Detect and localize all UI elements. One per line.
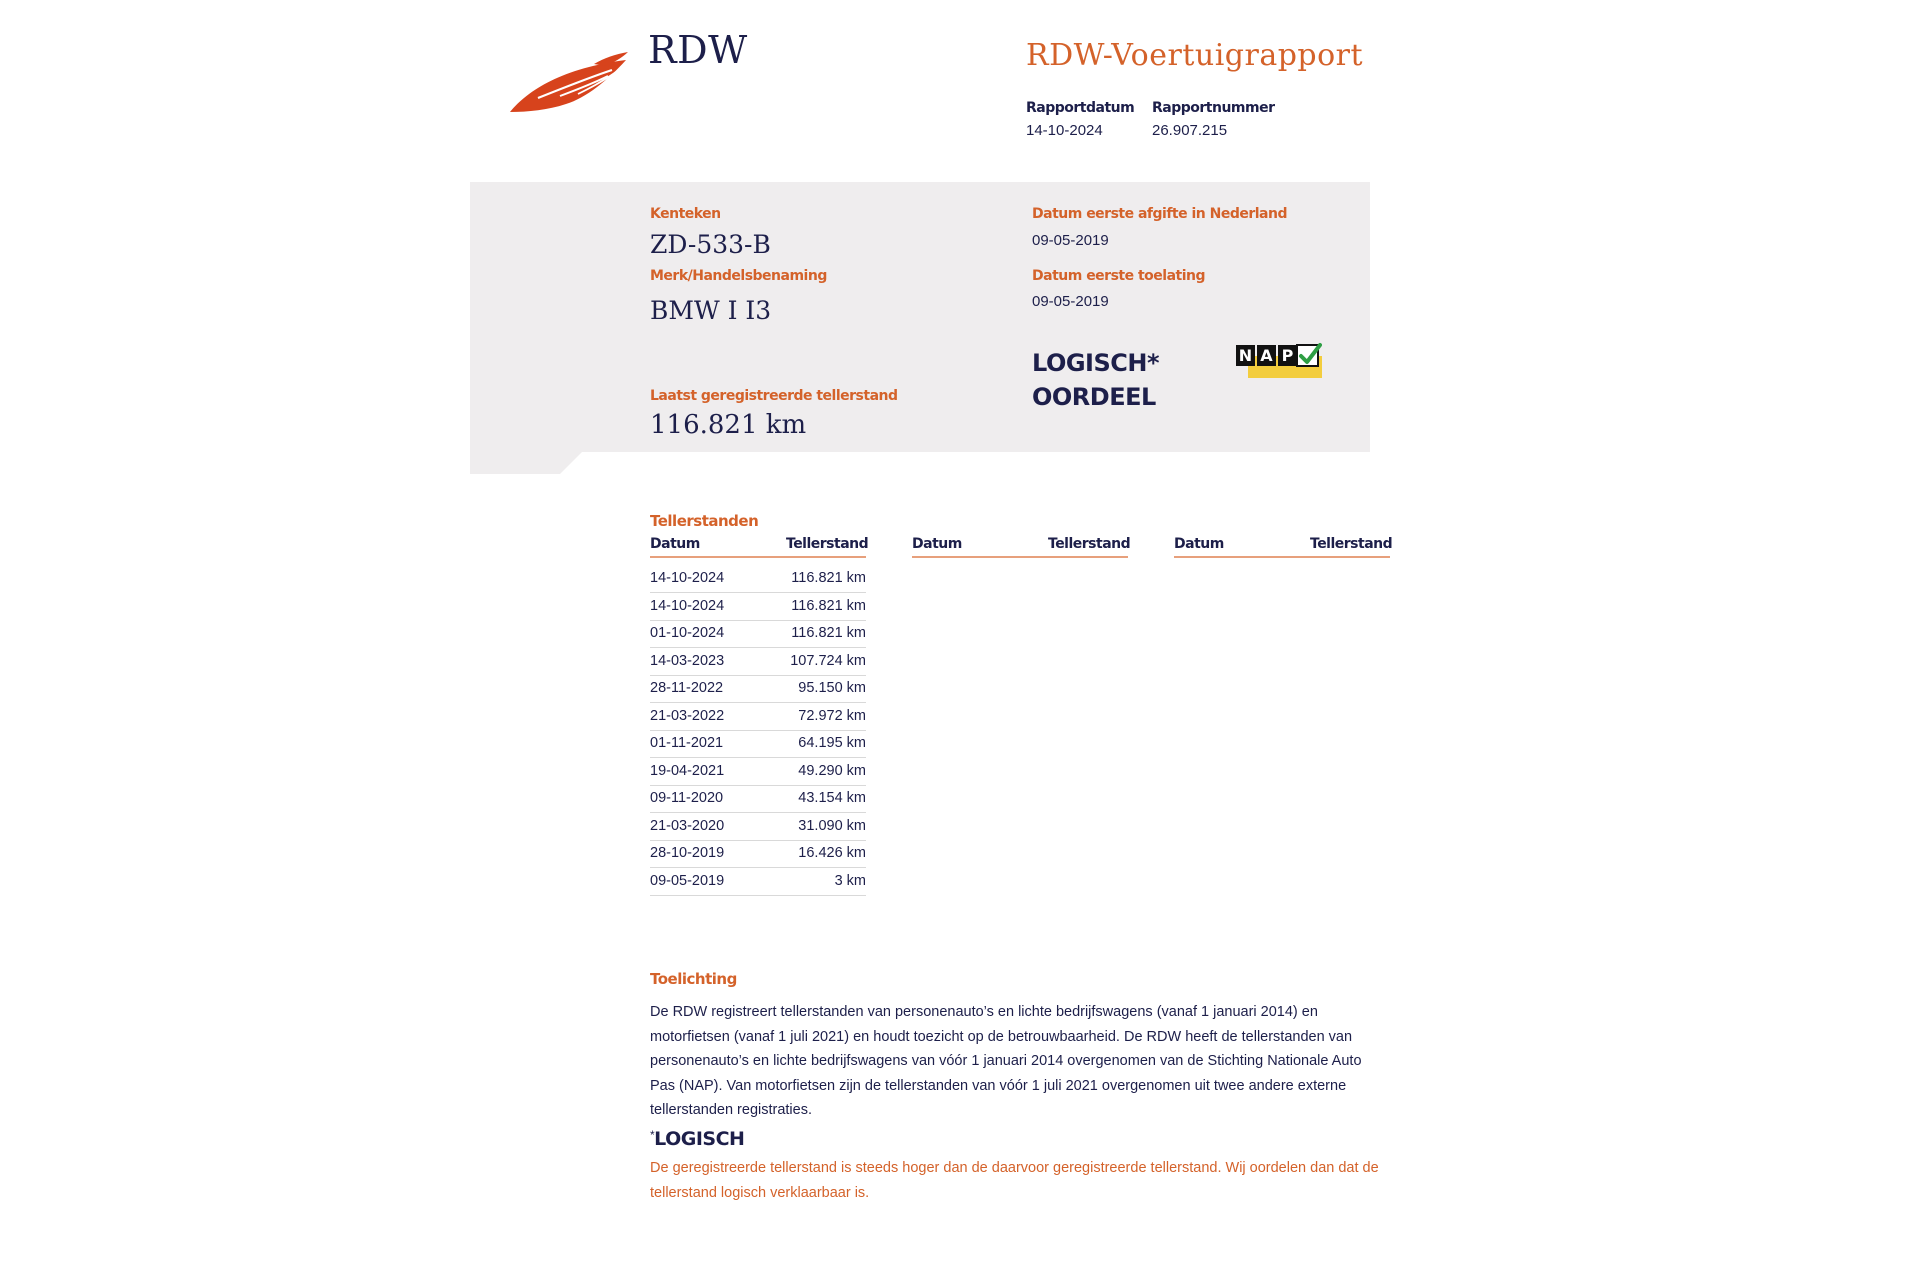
col2-header-rule	[912, 556, 1128, 558]
nap-letter-n: N	[1236, 345, 1255, 366]
col3-km-header: Tellerstand	[1310, 536, 1393, 552]
odometer-row-km: 116.821 km	[791, 625, 866, 641]
nap-letter-a: A	[1257, 345, 1276, 366]
odometer-row-divider	[650, 675, 866, 676]
col1-km-header: Tellerstand	[786, 536, 869, 552]
odometer-row-divider	[650, 867, 866, 868]
logisch-note-text: De geregistreerde tellerstand is steeds hoger dan de daarvoor geregistreerde tellerstand. Wij oordelen dan dat de tellerstand logisch verklaarbaar is.	[650, 1160, 1379, 1201]
odometer-row-divider	[650, 730, 866, 731]
odometer-row-divider	[650, 895, 866, 896]
odometer-row-km: 49.290 km	[798, 762, 866, 779]
col1-header-rule	[650, 556, 866, 558]
odometer-row-divider	[650, 757, 866, 758]
report-title: RDW-Voertuigrapport	[1026, 38, 1364, 73]
make-label: Merk/Handelsbenaming	[650, 268, 827, 284]
footnote-star: *	[650, 1128, 655, 1142]
col1-date-header: Datum	[650, 536, 700, 552]
logisch-note-title	[650, 1128, 744, 1150]
panel-tab-decoration	[470, 452, 582, 474]
checkmark-icon	[1296, 342, 1322, 368]
report-date: 14-10-2024	[1026, 122, 1103, 139]
odometer-row-km: 3 km	[834, 872, 866, 889]
odometer-row-date: 28-11-2022	[650, 680, 724, 696]
first-admission-value: 09-05-2019	[1032, 293, 1109, 310]
odometer-row-km: 43.154 km	[798, 790, 866, 806]
odometer-title: Tellerstanden	[650, 512, 759, 530]
vehicle-summary-panel	[470, 182, 1370, 452]
first-issue-nl-value: 09-05-2019	[1032, 232, 1109, 249]
odometer-row-divider	[650, 840, 866, 841]
verdict-logisch: LOGISCH*	[1032, 349, 1160, 377]
odometer-row-date: 09-05-2019	[650, 872, 725, 889]
odometer-row-date: 09-11-2020	[650, 790, 724, 806]
odometer-row-date: 19-04-2021	[650, 762, 725, 779]
odometer-row-date: 21-03-2022	[650, 707, 725, 724]
odometer-row-date: 14-03-2023	[650, 652, 725, 669]
odometer-row-divider	[650, 620, 866, 621]
odometer-row-km: 64.195 km	[798, 735, 866, 751]
plate-value: ZD-533-B	[650, 230, 771, 259]
explanation-title: Toelichting	[650, 970, 737, 988]
last-reading-value: 116.821 km	[650, 410, 807, 440]
col2-km-header: Tellerstand	[1048, 536, 1131, 552]
report-number-label: Rapportnummer	[1152, 100, 1275, 116]
odometer-row-date: 28-10-2019	[650, 845, 725, 861]
odometer-row-km: 107.724 km	[790, 652, 866, 669]
nap-logo	[1230, 342, 1326, 382]
odometer-row-km: 116.821 km	[791, 597, 866, 614]
col2-date-header: Datum	[912, 536, 962, 552]
verdict-oordeel: OORDEEL	[1032, 383, 1156, 411]
odometer-row-date: 14-10-2024	[650, 597, 725, 614]
odometer-row-km: 16.426 km	[798, 845, 866, 861]
nap-letter-p: P	[1278, 345, 1297, 366]
odometer-row-km: 95.150 km	[798, 680, 866, 696]
last-reading-label: Laatst geregistreerde tellerstand	[650, 388, 898, 404]
explanation-text: De RDW registreert tellerstanden van personenauto’s en lichte bedrijfswagens (vanaf 1 januari 2014) en motorfietsen (vanaf 1 juli 2021) en houdt toezicht op de betrouwbaarheid. De RDW heeft de tellerstanden van personenauto’s en lichte bedrijfswagens van vóór 1 januari 2014 overgenomen van de Stichting Nationale Auto Pas (NAP). Van motorfietsen zijn de tellerstanden van vóór 1 juli 2021 overgenomen uit twee andere externe tellerstanden registraties.	[650, 1004, 1362, 1118]
odometer-row-date: 14-10-2024	[650, 570, 725, 586]
odometer-row-divider	[650, 812, 866, 813]
first-issue-nl-label: Datum eerste afgifte in Nederland	[1032, 206, 1287, 222]
col3-date-header: Datum	[1174, 536, 1224, 552]
odometer-row-divider	[650, 702, 866, 703]
report-number: 26.907.215	[1152, 122, 1228, 139]
odometer-row-km: 31.090 km	[798, 817, 866, 834]
odometer-row-km: 116.821 km	[791, 570, 866, 586]
odometer-row-date: 01-11-2021	[650, 735, 724, 751]
plate-label: Kenteken	[650, 206, 721, 222]
odometer-row-divider	[650, 592, 866, 593]
make-value: BMW I I3	[650, 296, 772, 325]
odometer-row-divider	[650, 647, 866, 648]
logo-wordmark: RDW	[648, 28, 748, 72]
rdw-logo-icon	[508, 50, 630, 120]
odometer-row-date: 21-03-2020	[650, 817, 725, 834]
col3-header-rule	[1174, 556, 1390, 558]
logisch-heading: LOGISCH	[654, 1128, 745, 1150]
odometer-row-divider	[650, 785, 866, 786]
first-admission-label: Datum eerste toelating	[1032, 268, 1206, 284]
odometer-row-date: 01-10-2024	[650, 625, 725, 641]
report-date-label: Rapportdatum	[1026, 100, 1135, 116]
odometer-row-km: 72.972 km	[798, 707, 866, 724]
